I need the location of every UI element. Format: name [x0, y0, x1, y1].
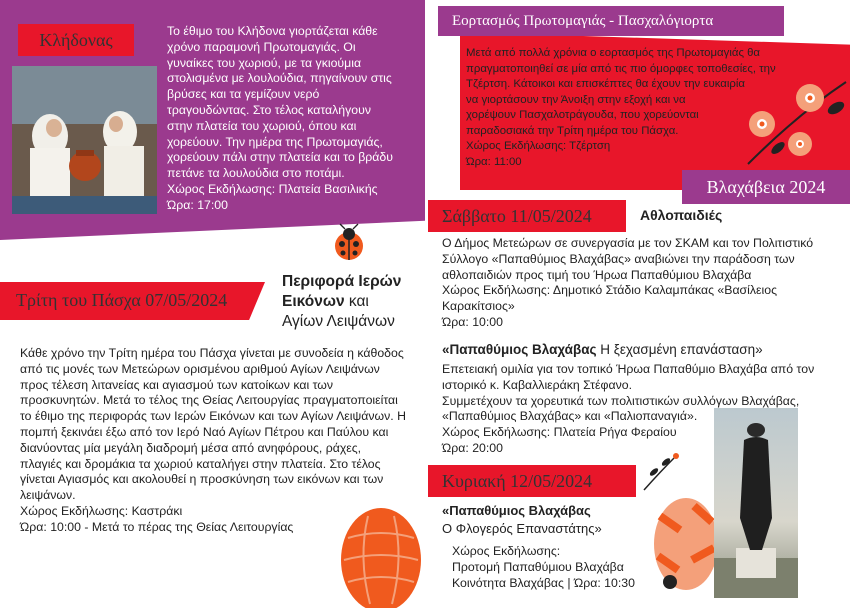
event2-heading-bold: «Παπαθύμιος Βλαχάβας	[442, 342, 597, 357]
venue-time-line: Κοινότητα Βλαχάβας | Ώρα: 10:30	[452, 575, 635, 590]
text-line: πραγματοποιηθεί σε μία από τις πιο όμορφες τοποθεσίες, την	[466, 62, 776, 75]
event3-heading-rest: Ο Φλογερός Επαναστάτης»	[442, 521, 602, 536]
text-line: χορεύουν. Την ημέρα της Πρωτομαγιάς,	[167, 134, 383, 149]
vlachaveia-banner: Βλαχάβεια 2024	[682, 170, 850, 204]
text-line: στολισμένα με λουλούδια, πηγαίνουν στις	[167, 71, 392, 86]
event2-heading-rest: Η ξεχασμένη επανάσταση»	[596, 342, 763, 357]
event3-venue	[452, 544, 672, 591]
text-line: Χώρος Εκδήλωσης: Πλατεία Ρήγα Φεραίου	[442, 425, 677, 440]
heading-line-2-normal: και	[344, 293, 369, 310]
text-line: προσκυνητών. Μετά το τέλος της Θείας Λειτουργίας πραγματοποιείται	[20, 393, 398, 408]
athlo-text	[442, 236, 840, 331]
text-line: να γιορτάσουν την Άνοιξη στην εξοχή και να	[466, 93, 686, 106]
text-line: πλαγιές και δρομάκια τα χωριού καταλήγει στην πλατεία. Στο τέλος	[20, 456, 381, 471]
tuesday-date: Τρίτη του Πάσχα 07/05/2024	[16, 290, 228, 310]
venue-text: Χώρος Εκδήλωσης: Πλατεία Βασιλικής	[167, 181, 378, 196]
time-text: Ώρα: 20:00	[442, 440, 503, 455]
text-line: Σύλλογο «Παπαθύμιος Βλαχάβας» αναβιώνει την παράδοση των	[442, 251, 795, 266]
text-line: Χώρος Εκδήλωσης: Δημοτικό Στάδιο Καλαμπάκας «Βασίλειος	[442, 283, 778, 298]
athlo-title: Αθλοπαιδιές	[640, 207, 723, 223]
heading-line-1: Περιφορά Ιερών	[282, 273, 402, 290]
text-line: γυναίκες του χωριού, με τα γκιούμια	[167, 55, 362, 70]
text-line: ιστορικό κ. Καβαλλιεράκη Στέφανο.	[442, 377, 633, 392]
event2-heading	[442, 342, 763, 357]
statue-photo	[714, 408, 798, 598]
text-line: στην πλατεία του χωριού, όπου και	[167, 118, 357, 133]
venue-text: Χώρος Εκδήλωσης: Καστράκι	[20, 503, 183, 518]
text-line: Τζέρτση. Κάτοικοι και επισκέπτες θα έχουν την ευκαιρία	[466, 78, 745, 90]
sunday-date-ribbon: Κυριακή 12/05/2024	[428, 465, 636, 497]
text-line: τραγουδώντας. Στο τέλος καταλήγουν	[167, 102, 372, 117]
text-line: πομπή ξεκινάει έξω από τον Ιερό Ναό Αγίων Πέτρου και Παύλου και	[20, 424, 389, 439]
venue-line: Προτομή Παπαθύμιου Βλαχάβα	[452, 559, 624, 574]
ladybug-icon	[328, 222, 370, 264]
heading-line-3: Αγίων Λειψάνων	[282, 313, 395, 330]
text-line: «Παπαθύμιος Βλαχάβας» και «Παλιοπαναγιά».	[442, 409, 698, 424]
time-text: Ώρα: 17:00	[167, 197, 228, 212]
text-line: λειψάνων.	[20, 488, 76, 503]
saturday-date-ribbon: Σάββατο 11/05/2024	[428, 200, 626, 232]
time-text: Ώρα: 10:00	[442, 314, 503, 329]
text-line: Επετειακή ομιλία για τον τοπικό Ήρωα Παπαθύμιο Βλαχάβα από τον	[442, 362, 815, 376]
klidonas-text	[167, 24, 413, 214]
text-line: Καρακίτσιος»	[442, 299, 515, 314]
text-line: βρύσες και τα γεμίζουν νερό	[167, 87, 320, 102]
heading-line-2-bold: Εικόνων	[282, 293, 345, 310]
text-line: Το έθιμο του Κλήδονα γιορτάζεται κάθε	[167, 24, 378, 38]
text-line: διανύοντας μία μεγάλη διαδρομή μέσα από ανηφόρους, ράχες,	[20, 440, 362, 455]
text-line: γίνεται Αγιασμός και ακολουθεί η προσκύνηση των εικόνων και των	[20, 472, 384, 487]
event3-heading-bold: «Παπαθύμιος Βλαχάβας	[442, 503, 591, 518]
text-line: το έθιμο της περιφοράς των Ιερών Εικόνων και των Αγίων Λειψάνων. Η	[20, 409, 407, 424]
text-line: από τις μονές των Μετεώρων ορισμένου αριθμού Αγίων Λειψάνων	[20, 361, 380, 376]
text-line: Ο Δήμος Μετεώρων σε συνεργασία με τον ΣΚΑΜ και τον Πολιτιστικό	[442, 236, 814, 250]
tuesday-heading	[282, 272, 401, 332]
klidonas-photo	[12, 66, 157, 214]
venue-text: Χώρος Εκδήλωσης: Τζέρτση	[466, 140, 611, 152]
text-line: παραδοσιακά την Τρίτη ημέρα του Πάσχα.	[466, 124, 679, 137]
text-line: πετάνε τα λουλούδια στο ποτάμι.	[167, 166, 345, 181]
text-line: χορέψουν Πασχαλοτράγουδα, που χορεύονται	[466, 109, 699, 121]
klidonas-title: Κλήδονας	[18, 24, 134, 56]
event3-heading	[442, 502, 602, 538]
text-line: Μετά από πολλά χρόνια ο εορτασμός της Πρωτομαγιάς θα	[466, 47, 761, 59]
time-text: Ώρα: 10:00 - Μετά το πέρας της Θείας Λειτουργίας	[20, 519, 294, 534]
text-line: προς τέλεση λιτανείας και αγιασμού των κατοίκων και των	[20, 377, 334, 392]
text-line: χρόνο παραμονή Πρωτομαγιάς. Οι	[167, 39, 356, 54]
easter-egg-large-icon	[338, 498, 424, 608]
easter-egg-icon	[650, 486, 722, 596]
flowers-decoration-icon	[738, 74, 850, 174]
text-line: αθλοπαιδιών προς τιμή του Ήρωα Παπαθύμιου Βλαχάβα	[442, 267, 752, 282]
text-line: Συμμετέχουν τα χορευτικά των πολιτιστικών συλλόγων Βλαχάβας,	[442, 393, 800, 408]
time-text: Ώρα: 11:00	[466, 155, 522, 168]
text-line: χορεύουν πάλι στην πλατεία και το βράδυ	[167, 150, 393, 165]
venue-label: Χώρος Εκδήλωσης:	[452, 544, 561, 558]
text-line: Κάθε χρόνο την Τρίτη ημέρα του Πάσχα γίνεται με συνοδεία η κάθοδος	[20, 346, 404, 360]
protomagia-title: Εορτασμός Πρωτομαγιάς - Πασχαλόγιορτα	[438, 6, 784, 36]
